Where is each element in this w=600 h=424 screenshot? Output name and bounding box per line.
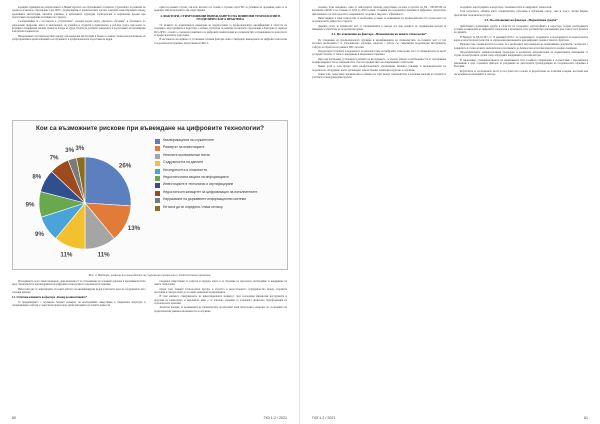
page-number: 61 <box>584 416 588 420</box>
chart-title: Кои са възможните рискове при въвеждане на цифровите технологии? <box>35 125 265 132</box>
legend-item <box>155 176 285 181</box>
left-top-col-1 <box>12 6 146 118</box>
legend-swatch <box>155 206 160 211</box>
legend-swatch <box>155 161 160 166</box>
legend-label: Неясните икономически ползи <box>163 152 210 157</box>
legend-swatch <box>155 176 160 181</box>
legend-item <box>155 154 285 159</box>
paragraph: отнемно. Това направено, един от най-добрите образци, представено по-рано в пробата на ЕК - РЕСИТОР, на континента REOL и на станция от 2013 до 2020 години. Ставайки на геодезичната практика и цифровите технологии, приложението на тези средства в съвременната геодезия е свързано с ефективност. <box>312 6 446 16</box>
pie-chart <box>21 137 149 265</box>
paragraph: Продължителните административни процедури и различната интерпретация на нормативните изисквания от страна на контролните органи също затрудняват внедряването на нови методи. <box>454 51 588 58</box>
left-bottom-columns <box>12 280 287 408</box>
left-top-col-2 <box>154 6 288 118</box>
legend-label: Инвестициите в технологии и сертифициране <box>163 182 234 187</box>
paragraph: Анализът показва, че мотивацията на специалистите да използват нови технологии е свързана със съчетанието на професионални умения и възможности за обучение. <box>153 306 287 313</box>
paragraph: От момента на нормативното въвеждане на предпоставки за професионалната квалификация в областта на геодезията, картографията и кадастъра, е налице Стратегия за развитие на висшето образование в България за периода 2021-2030 г., в която е заложено развитието на цифровите компетенции на специалистите и повишаване на качеството на професионалната подготовка. <box>153 23 287 37</box>
legend-item <box>155 146 285 151</box>
paragraph: В Наредба № РД-02-20-5 от 15 декември 2016 г. за съдържанието, създаването и поддържането на кадастралната карта и кадастралните регистри са определени изискванията към цифровите данни и тяхната обработка. <box>454 35 588 42</box>
legend-swatch <box>155 139 160 144</box>
legend-item <box>155 206 285 211</box>
journal-issue: ГКЗ 1-2 / 2021 <box>263 416 287 420</box>
left-footer <box>12 416 287 420</box>
legend-item <box>155 198 285 203</box>
paragraph: Изследването, което беше проведено, дава възможност за установяване на основните рискове и предизвикателства пред специалистите при внедряване на цифровите технологии в геодезическата практика. <box>12 280 146 287</box>
right-columns <box>312 6 588 410</box>
paragraph: За предприятията с ограничен бюджет размерът на необходимите инвестиции в съвременна апаратура и специализиран софтуер е съществена пречка пред дигитализацията на техните дейности. <box>12 300 146 308</box>
pie-slice-label: 3% <box>65 147 75 155</box>
paragraph: В заключение, усъвършенстването на нормативната база и нейното привеждане в съответствие с европейските изисквания е сред основните фактори за ускоряване на дигиталната трансформация на геодезическата практика в България. <box>454 58 588 69</box>
journal-issue: ГКЗ 1-2 / 2021 <box>312 416 336 420</box>
legend-swatch <box>155 183 160 188</box>
pie-slice-label: 9% <box>25 201 35 209</box>
paragraph: генерират инвестиции за софтуер и хардуер, както и за обучение на персонала, необходими за внедряване на новите технологии. <box>153 280 287 287</box>
legend-swatch <box>155 146 160 151</box>
legend-item <box>155 191 285 196</box>
figure-caption: Фиг. 4. Фактори, влияещи на въвеждането на съвременни технологии в геодезическата практика <box>88 273 211 277</box>
paragraph: Съобразявайки се с посоченото в „Стратегията“, основен акцент върху „Дуалното обучение“, в обучението по определени професии, както и включването на ученици и студенти в практическа и работна среда, при които се формират специфични умения, нужни за пазара на труда. Ролята на учебните заведения е в подготовката на мотивирани и мобилни специалисти. <box>12 20 146 34</box>
paragraph: Най-голям дял от анкетираните посочват липсата на квалифицирани кадри и високата цена на оборудването като основни рискове. <box>12 287 146 295</box>
section-heading: 4. ФАКТОРИ, СТИМУЛИРАЩИ ВЪВЕЖДАНЕТО НА ЦИФРОВИ ТЕХНОЛОГИИ В ГЕОДЕЗИЧЕСКАТА ПРАКТИКА <box>160 13 281 22</box>
paragraph: Тази потребност обхваща както специалистите, работещи в публичния сектор, така и тези в частни фирми, предлагащи геодезически услуги. <box>454 10 588 17</box>
paragraph: Инвестициите в нови технологии са необходимо условие за повишаване на производителността и качеството на геодезическите дейности в страната. <box>312 17 446 24</box>
legend-label: Съдружността на данните <box>163 160 204 165</box>
pie-slice-label: 9% <box>35 230 44 238</box>
paragraph: Въпреки това, специалистите посочват, че е необходимо актуализиране на нормативните документи, съобразено с развитието на технологиите, включително използването на безпилотни летателни апарати и лазерно сканиране. <box>454 43 588 50</box>
pie-slice-label: 26% <box>118 162 132 170</box>
legend-label: Недостатъчен капацитет за цифровизация на изпълнителите <box>163 189 258 194</box>
legend-label: Квалификацията на служителите <box>163 138 215 142</box>
paragraph: В настоящото изследване са установени основни фактори, които стимулират въвеждането на цифрови технологии в геодезическата практика, представени на Фиг. 4. <box>153 38 287 45</box>
paragraph: водещите принципи на разработването е Министерството на образованието и науката. Стратегията за развитие на средното и висшето образование след 2020 г., формулирани от компетентните органи, очертават съществуващите между държавните институции, висшите училища и публичните структури хоризонтални и вертикални връзки при подготовката на кадровия потенциал на страната. <box>12 6 146 20</box>
paragraph: Освен това, съществено значение има и обменът на опит между специалистите в различни региони на страната и участието в международни проекти. <box>312 73 446 80</box>
pie-slice-label: 11% <box>97 251 110 259</box>
right-page <box>300 0 600 424</box>
legend-item <box>155 161 285 166</box>
paragraph: геодезията, картографията и кадастъра с възможностите на цифровите технологии. <box>460 6 552 9</box>
left-top-columns <box>12 6 287 122</box>
legend-item <box>155 139 285 144</box>
paragraph: едни посочените случаи, тъй като неговото по голямо е отразено при ГИС за добиване на държавни, както и за възможно най-пълноценното им съществуване. <box>153 6 287 13</box>
left-bottom-col-1 <box>12 280 146 408</box>
pie-chart-figure <box>12 120 288 270</box>
right-footer <box>312 416 588 420</box>
paragraph: Насърчаването на партньорството между образователни институции и бизнеса е важна стъпка към реализиране на добри практики в дигитализацията на обучението и професионалната подготовка на кадри. <box>12 34 146 42</box>
legend-label: Несигурността и сложността <box>163 167 207 172</box>
pie-slice-label: 8% <box>32 173 42 181</box>
left-bottom-col-2 <box>154 280 288 408</box>
legend-swatch <box>155 154 160 159</box>
paragraph: Освен това, бавният технологичен прогрес в областта и недостатъчното сътрудничество между отделните участници в сектора водят до по-бавно навлизане на иновациите. <box>153 287 287 295</box>
paragraph: Данните сочат, че значителна част от предприятията в сектора все още разчитат на традиционни методи за измерване и обработка на геодезически данни. <box>312 24 446 32</box>
paragraph: Действащата нормативна уредба в областта на геодезията, картографията и кадастъра създава необходимите условия за въвеждане на цифровите технологии в практиката, като регламентира изискванията към точността и формата на данните. <box>454 24 588 35</box>
legend-swatch <box>155 198 160 203</box>
legend-label: Недостатъчната защита на информацията <box>163 174 229 179</box>
pie-slice-label: 7% <box>49 154 59 162</box>
legend-item <box>155 183 285 188</box>
paragraph: Резултатите от изследването могат да послужат като основа за разработване на политики и мерки, насочени към насърчаване на иновациите в сектора. <box>454 69 588 77</box>
legend-swatch <box>155 191 160 196</box>
paragraph: Важна роля в този процес имат професионалните организации, висшите училища и производителите на геодезическо оборудване, които организират демонстрации, семинари и курсове за обучение. <box>312 65 446 72</box>
right-col-1 <box>312 6 446 410</box>
paragraph: По отношение на професионалното обучение и квалификацията на специалистите, по-голямата част от тях посочват необходимост от допълнително обучение, свързано с работа със съвременни геодезически инструменти, софтуер за обработка на данни и ГИС системи. <box>312 39 446 49</box>
section-heading: 4.2. По отношение на фактора „Непознаване на новите технологии“ <box>331 32 427 37</box>
paragraph: В този контекст, стимулирането на инвестиционната активност чрез подходящи финансови инструменти и програми на национално и европейско ниво е от ключово значение за успешната дигитална трансформация на геодезическата практика. <box>153 295 287 306</box>
legend-label: Не мога да се определя / няма отговор <box>163 204 223 209</box>
paragraph: Поради недостатъчната осведоменост за възможностите на цифровите технологии, част от специалистите не могат да оценят ползите от тяхното внедряване в ежедневната практика. <box>312 50 446 57</box>
chart-legend <box>155 139 285 213</box>
pie-slice-label: 11% <box>60 251 73 259</box>
subsection-heading: 4.1. Отчитане влиянието на фактора „Размер на инвестициите“ <box>12 295 88 299</box>
pie-slice-label: 3% <box>75 145 85 153</box>
legend-label: Нарушаване на държавните информационни системи <box>163 197 246 202</box>
legend-swatch <box>155 169 160 174</box>
paragraph: При това положение, установено в рамките на изследването, се налагат изводи за необходимостта от подобряване на информираността на специалистите относно предимствата на съвременните технологии. <box>312 57 446 65</box>
section-heading: 4.3. По отношение на фактора „Нормативна уредба“ <box>484 18 558 23</box>
page-number: 60 <box>12 416 16 420</box>
right-col-2 <box>454 6 588 410</box>
legend-item <box>155 169 285 174</box>
pie-slice-label: 13% <box>127 224 141 232</box>
legend-label: Размерът на инвестициите <box>163 145 205 150</box>
